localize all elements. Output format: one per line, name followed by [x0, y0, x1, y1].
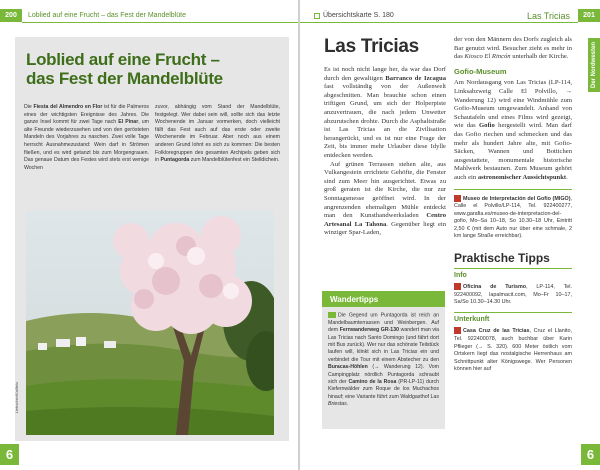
hiking-tips-box	[322, 291, 445, 429]
tourist-office-info: Oficina de Turismo, LP-114, Tel. 922400092, lapalmacit.com, Mo–Fr 10–17, Sa/So 10.30–14.30 Uhr.	[454, 284, 572, 306]
feature-title: Loblied auf eine Frucht – das Fest der Mandelblüte	[26, 50, 223, 88]
left-page	[0, 0, 298, 470]
page-number-right: 201	[578, 9, 600, 22]
almond-blossom-photo	[26, 211, 274, 435]
feature-text-col2: zuvor, abhängig vom Stand der Mandelblüte, festgelegt. Wer dabei sein will, sollte sich das letzte Wochenende im Januar vormerken, doch vielleicht fällt das Fest auch auf das erste oder zweite Wochenende im Februar. Aber noch aus einem anderen Grund lohnt es sich zu kommen: Die besten Folkloregruppen des gesamten Archipels geben sich in Puntagorda zum Mandelblütenfest ein Stelldichein.	[155, 104, 280, 164]
photo-credit: Liebscher/Kallfelz	[14, 382, 19, 414]
practical-tips-title: Praktische Tipps	[454, 250, 550, 265]
house-icon	[454, 327, 461, 334]
right-header	[300, 9, 600, 22]
gofio-heading: Gofio-Museum	[454, 66, 507, 76]
accommodation-info: Casa Cruz de las Tricias, Cruz el Llanito, Tel. 922400078, auch buchbar über Karin Pflieger (→ S. 320). 600 Meter östlich vom Ortskern liegt das nostalgische Herrenhaus am Schnittpunkt alter Königswege. Wer Personen können hier auf	[454, 328, 572, 373]
photo-illustration	[26, 211, 274, 435]
running-title-left: Loblied auf eine Frucht – das Fest der Mandelblüte	[28, 12, 186, 19]
museum-info: Museo de Interpretación del Gofio (MIGO), Calle el Polvillo/LP-114, Tel. 922400277, www.garafia.es/museo-de-interpretacion-del-gofio, Mo–Sa 10–18, So 10.30–18 Uhr, Eintritt 2,50 € (mit dem Auto nur über eine schmale, 2 km lange Straße erreichbar).	[454, 189, 572, 246]
info-icon	[454, 283, 461, 290]
checkbox-icon	[314, 13, 320, 19]
feature-text-col1: Die Fiesta del Almendro en Flor ist für die Palmeros eines der wichtigsten Ereignisse des Jahres. Die ganze Insel kommt für zwei Tage nach El Pinar, um alte Freunde wiederzusehen und von den gerösteten Mandeln des Vorjahres zu naschen. Zwei volle Tage herrscht Ausnahmezustand: Wein darf in Strömen fließen, und es wird getanzt bis zum Morgengrauen. Das genaue Datum des Festes wird stets erst wenige Wochen	[24, 104, 149, 171]
region-side-tab: Der Nordwesten	[588, 38, 600, 92]
hiking-tips-text: Die Gegend um Puntagorda ist reich an Mandelbaumterrassen und Weinbergen. Auf dem Fernwanderweg GR-130 wandert man via Las Tricias nach Santo Domingo (und fährt dort mit Bus zurück). Wer nur das schönste Teilstück laufen will, klinkt sich in Las Tricias ein und verbindet die Tour mit einem Abstecher zu den Buracas-Höhlen (→ Wanderung 12). Vom Campingplatz nördlich Puntagorda schraubt sich der Camino de la Rosa (PR-LP-11) durch Kiefernwälder zum Roque de los Muchachos hinauf; eine Variante führt zum Waldgasthof Las Briestas.	[328, 312, 439, 408]
hiker-icon	[328, 312, 336, 318]
map-cross-reference[interactable]: Übersichtskarte S. 180	[314, 12, 394, 19]
hiking-tips-heading: Wandertipps	[322, 291, 445, 307]
sight-icon	[454, 195, 461, 202]
corner-tab-right: 6	[581, 444, 600, 465]
corner-tab-left: 6	[0, 444, 19, 465]
body-text-col1: Es ist noch nicht lange her, da war das Dorf durch den gewaltigen Barranco de Izcagua fast vollständig von der Außenwelt abgeschnitten. Man brauchte schon einen triftigen Grund, um sich der Holperpiste anzuvertrauen, die nach jedem Unwetter abzurutschen drohte. Durch die Asphaltstraße ist Las Tricias an die Zivilisation herangerückt, und es ist nur eine Frage der Zeit, bis immer mehr Urlauber diese Idylle entdecken werden. Auf grünen Terrassen stehen alte, aus Vulkangestein errichtete Gehöfte, die Fenster sind zum Meer hin ausgerichtet. Etwas zu groß geraten ist die Kirche, die nur zur Sonntagsmesse geöffnet wird. In der angrenzenden ehemaligen Mühle entdeckt man den Kunsthandwerksladen Centro Artesanal La Tahona. Gegenüber liegt ein winziger Spar-Laden,	[324, 66, 446, 237]
page-number-left: 200	[0, 9, 22, 22]
info-heading: Info	[454, 268, 572, 281]
chapter-title: Las Tricias	[324, 36, 419, 57]
accommodation-heading: Unterkunft	[454, 312, 572, 325]
body-text-col2: der von den Männern des Dorfs zugleich als Bar genutzt wird. Besucher zieht es mehr in das Kiosco El Rincón unterhalb der Kirche. Gofio-Museum Am Nordausgang von Las Tricias (LP-114, Linksabzweig Calle El Polvillo, → Wanderung 12) wird eine Windmühle zum Gofio-Museum umgewandelt. Anhand von Schautafeln und eines Films wird gezeigt, wie das Gofio hergestellt wird. Man darf das Gofio riechen und schmecken und das mehr als hundert Jahre alte, mit Gofio-Säcken, Wannen und Bottichen ausgestattete, monumentale historische Mahlwerk bestaunen. Zum Museum gehört auch ein astronomischer Aussichtspunkt. Museo de Interpretación del Gofio (MIGO), Calle el Polvillo/LP-114, Tel. 922400277, www.garafia.es/museo-de-interpretacion-del-gofio, Mo–Sa 10–18, So 10.30–18 Uhr, Eintritt 2,50 € (mit dem Auto nur über eine schmale, 2 km lange Straße erreichbar). Praktische Tipps Info Oficina de Turismo, LP-114, Tel. 922400092, lapalmacit.com, Mo–Fr 10–17, Sa/So 10.30–14.30 Uhr. Unterkunft Casa Cruz de las Tricias, Cruz el Llanito, Tel. 922400078, auch buchbar über Karin Pflieger (→ S. 320). 600 Meter östlich vom Ortskern liegt das nostalgische Herrenhaus am Schnittpunkt alter Königswege. Wer Personen können hier auf	[454, 36, 572, 373]
running-title-right: Las Tricias	[526, 10, 570, 21]
left-header	[0, 9, 298, 22]
